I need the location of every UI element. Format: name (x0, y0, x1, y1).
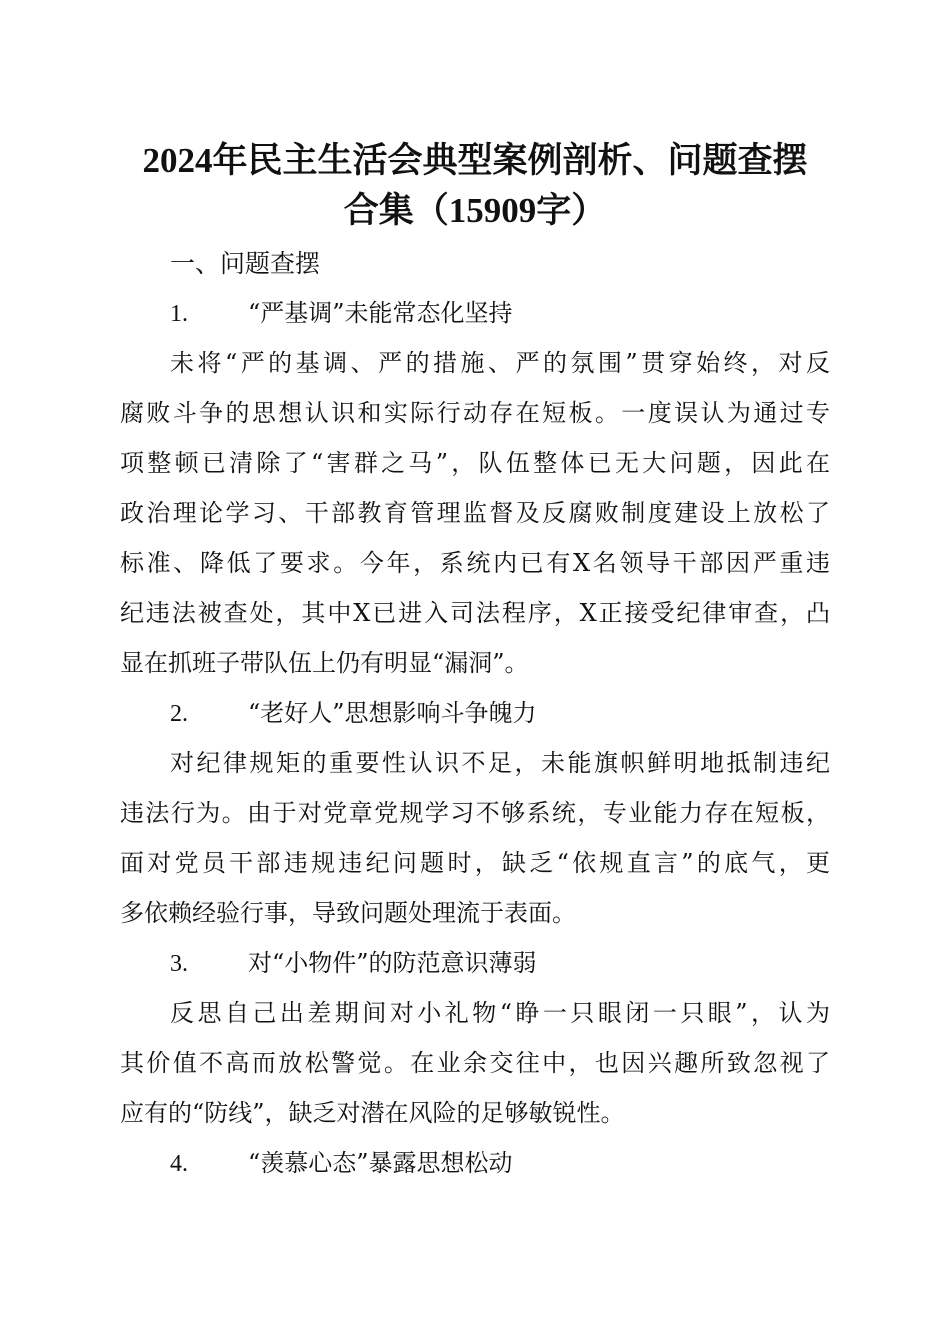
item-number-2: 2. (170, 701, 188, 727)
paragraph-line: 应有的“防线”，缺乏对潜在风险的足够敏锐性。 (120, 1099, 625, 1127)
paragraph-line: 面对党员干部违规违纪问题时，缺乏“依规直言”的底气，更 (120, 849, 830, 877)
item-heading-3 (170, 943, 537, 984)
document-title-line-2: 合集（15909字） (343, 191, 607, 230)
section-heading: 一、问题查摆 (170, 249, 321, 278)
paragraph-line: 腐败斗争的思想认识和实际行动存在短板。一度误认为通过专 (120, 399, 830, 427)
item-heading-text-1: “严基调”未能常态化坚持 (248, 299, 513, 327)
item-number-3: 3. (170, 951, 188, 977)
paragraph-line: 标准、降低了要求。今年，系统内已有X名领导干部因严重违 (120, 549, 830, 577)
paragraph-line: 其价值不高而放松警觉。在业余交往中，也因兴趣所致忽视了 (120, 1049, 830, 1077)
paragraph-line: 项整顿已清除了“害群之马”，队伍整体已无大问题，因此在 (120, 449, 830, 477)
paragraph-line: 对纪律规矩的重要性认识不足，未能旗帜鲜明地抵制违纪 (170, 749, 830, 777)
paragraph-line: 政治理论学习、干部教育管理监督及反腐败制度建设上放松了 (120, 499, 830, 527)
document-title-line-1: 2024年民主生活会典型案例剖析、问题查摆 (142, 141, 808, 180)
paragraph-line: 多依赖经验行事，导致问题处理流于表面。 (120, 899, 576, 927)
paragraph-line: 未将“严的基调、严的措施、严的氛围”贯穿始终，对反 (170, 349, 830, 377)
item-heading-text-3: 对“小物件”的防范意识薄弱 (248, 949, 537, 977)
item-heading-4 (170, 1143, 513, 1184)
item-number-4: 4. (170, 1151, 188, 1177)
paragraph-line: 纪违法被查处，其中X已进入司法程序，X正接受纪律审查，凸 (120, 599, 830, 627)
item-heading-1 (170, 293, 513, 334)
item-number-1: 1. (170, 301, 188, 327)
paragraph-line: 违法行为。由于对党章党规学习不够系统，专业能力存在短板， (120, 799, 830, 827)
item-heading-text-2: “老好人”思想影响斗争魄力 (248, 699, 537, 727)
item-heading-2 (170, 693, 537, 734)
item-heading-text-4: “羡慕心态”暴露思想松动 (248, 1149, 513, 1177)
paragraph-line: 反思自己出差期间对小礼物“睁一只眼闭一只眼”，认为 (170, 999, 830, 1027)
paragraph-line: 显在抓班子带队伍上仍有明显“漏洞”。 (120, 649, 529, 677)
